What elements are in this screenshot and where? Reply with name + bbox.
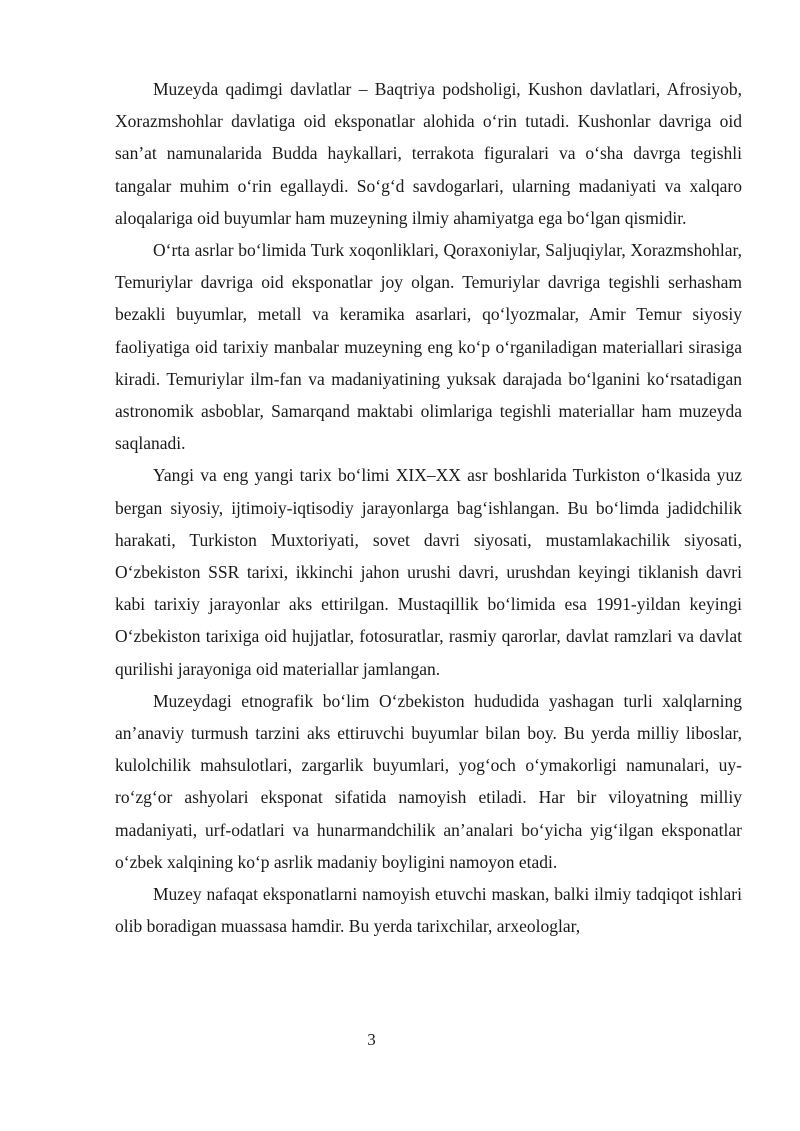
page-body [115, 73, 742, 942]
paragraph-modern-history: Yangi va eng yangi tarix bo‘limi XIX–XX asr boshlarida Turkiston o‘lkasida yuz bergan siyosiy, ijtimoiy-iqtisodiy jarayonlarga bag‘ishlangan. Bu bo‘limda jadidchilik harakati, Turkiston Muxtoriyati, sovet davri siyosati, mustamlakachilik siyosati, O‘zbekiston SSR tarixi, ikkinchi jahon urushi davri, urushdan keyingi tiklanish davri kabi tarixiy jarayonlar aks ettirilgan. Mustaqillik bo‘limida esa 1991-yildan keyingi O‘zbekiston tarixiga oid hujjatlar, fotosuratlar, rasmiy qarorlar, davlat ramzlari va davlat qurilishi jarayoniga oid materiallar jamlangan. [115, 465, 742, 679]
paragraph-ethnography: Muzeydagi etnografik bo‘lim O‘zbekiston hududida yashagan turli xalqlarning an’anaviy turmush tarzini aks ettiruvchi buyumlar bilan boy. Bu yerda milliy liboslar, kulolchilik mahsulotlari, zargarlik buyumlari, yog‘och o‘ymakorligi namunalari, uy-ro‘zg‘or ashyolari eksponat sifatida namoyish etiladi. Har bir viloyatning milliy madaniyati, urf-odatlari va hunarmandchilik an’analari bo‘yicha yig‘ilgan eksponatlar o‘zbek xalqining ko‘p asrlik madaniy boyligini namoyon etadi. [115, 690, 742, 872]
page-number: 3 [367, 1030, 376, 1049]
paragraph-ancient-states: Muzeyda qadimgi davlatlar – Baqtriya podsholigi, Kushon davlatlari, Afrosiyob, Xorazmshohlar davlatiga oid eksponatlar alohida o‘rin tutadi. Kushonlar davriga oid san’at namunalarida Budda haykallari, terrakota figuralari va o‘sha davrga tegishli tangalar muhim o‘rin egallaydi. So‘g‘d savdogarlari, ularning madaniyati va xalqaro aloqalariga oid buyumlar ham muzeyning ilmiy ahamiyatga ega bo‘lgan qismidir. [115, 79, 742, 228]
paragraph-middle-ages: O‘rta asrlar bo‘limida Turk xoqonliklari, Qoraxoniylar, Saljuqiylar, Xorazmshohlar, Temuriylar davriga oid eksponatlar joy olgan. Temuriylar davriga tegishli serhasham bezakli buyumlar, metall va keramika asarlari, qo‘lyozmalar, Amir Temur siyosiy faoliyatiga oid tarixiy manbalar muzeyning eng ko‘p o‘rganiladigan materiallari sirasiga kiradi. Temuriylar ilm-fan va madaniyatining yuksak darajada bo‘lganini ko‘rsatadigan astronomik asboblar, Samarqand maktabi olimlariga tegishli materiallar ham muzeyda saqlanadi. [115, 240, 742, 454]
paragraph-research: Muzey nafaqat eksponatlarni namoyish etuvchi maskan, balki ilmiy tadqiqot ishlari olib boradigan muassasa hamdir. Bu yerda tarixchilar, arxeologlar, [115, 884, 742, 937]
